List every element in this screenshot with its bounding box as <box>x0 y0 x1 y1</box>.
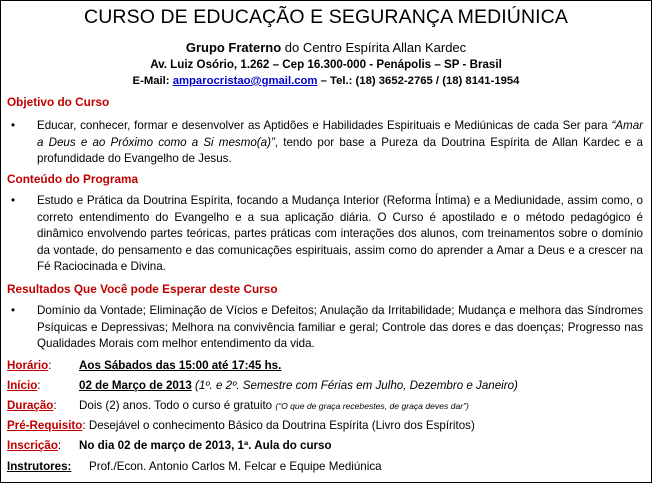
horario-label: Horário <box>7 359 49 372</box>
row-horario <box>7 358 645 373</box>
section-heading-resultados: Resultados Que Você pode Esperar deste Curso <box>7 282 278 296</box>
duracao-value-wrap <box>79 398 469 413</box>
row-inscricao <box>7 438 645 453</box>
horario-value: Aos Sábados das 15:00 até 17:45 hs. <box>79 359 282 372</box>
inscricao-colon: : <box>57 439 62 452</box>
inicio-label: Início <box>7 379 38 392</box>
duracao-colon: : <box>53 399 57 412</box>
phones: – Tel.: (18) 3652-2765 / (18) 8141-1954 <box>317 75 520 87</box>
organization-name <box>1 40 651 56</box>
inicio-colon: : <box>37 379 41 392</box>
email-link[interactable]: amparocristao@gmail.com <box>172 75 318 87</box>
row-instrutores <box>7 459 645 474</box>
bullet: • <box>11 194 16 207</box>
duracao-note: (“O que de graça recebestes, de graça deves dar”) <box>275 401 469 411</box>
prereq-label: Pré-Requisito <box>7 419 83 432</box>
row-prerequisito <box>7 418 645 433</box>
address: Av. Luiz Osório, 1.262 – Cep 16.300-000 - Penápolis – SP - Brasil <box>150 58 502 71</box>
section-heading-conteudo: Conteúdo do Programa <box>7 172 139 186</box>
duracao-label: Duração <box>7 399 54 412</box>
inicio-value: 02 de Março de 2013 <box>79 379 192 392</box>
bullet: • <box>11 304 16 317</box>
objetivo-quote: “Amar a Deus e ao Próximo como a Si mesmo(a)” <box>37 119 643 149</box>
duracao-value: Dois (2) anos. Todo o curso é gratuito <box>79 399 276 412</box>
contact-line <box>1 74 651 89</box>
inicio-value-wrap <box>79 378 518 393</box>
row-inicio <box>7 378 645 393</box>
instrutores-label: Instrutores: <box>7 460 72 473</box>
instrutores-value: Prof./Econ. Antonio Carlos M. Felcar e Equipe Mediúnica <box>89 460 382 473</box>
horario-colon: : <box>48 359 52 372</box>
section-heading-objetivo: Objetivo do Curso <box>7 95 110 109</box>
email-label: E-Mail: <box>132 75 173 87</box>
inicio-note: (1º. e 2º. Semestre com Férias em Julho, Dezembro e Janeiro) <box>191 379 518 392</box>
conteudo-text: Estudo e Prática da Doutrina Espírita, focando a Mudança Interior (Reforma Íntima) e a Mediunidade, assim como, o correto entendimento do Evangelho e a sua aplicação diária. O Curso é apostilado e o método pedagógico é dinâmico envolvendo partes teóricas, partes práticas com interações dos alunos, com treinamentos sobre o domínio da vontade, do pensamento e das comunicações espirituais, assim como do aprender a Amar a Deus e a crescer na Fé Raciocinada e Divina. <box>37 194 643 274</box>
objetivo-text-pre: Educar, conhecer, formar e desenvolver as Aptidões e Habilidades Espirituais e Mediúnicas de cada Ser para <box>37 119 612 132</box>
objetivo-text <box>37 118 643 168</box>
organization-name-bold: Grupo Fraterno <box>185 40 282 55</box>
resultados-text: Domínio da Vontade; Eliminação de Vícios e Defeitos; Anulação da Irritabilidade; Mudança e melhora das Síndromes Psíquicas e Depressivas; Melhora na convivência familiar e geral; Controle das dores e das doenças; Progresso nas Qualidades Morais com melhor entendimento da vida. <box>37 304 643 351</box>
organization-name-rest: do Centro Espírita Allan Kardec <box>281 40 467 55</box>
prereq-value: : Desejável o conhecimento Básico da Doutrina Espírita (Livro dos Espíritos) <box>82 419 475 432</box>
bullet: • <box>11 119 16 132</box>
inscricao-label: Inscrição <box>7 439 58 452</box>
objetivo-text-post: , tendo por base a Pureza da Doutrina Espírita de Allan Kardec e a profundidade do Evangelho de Jesus. <box>37 135 643 166</box>
page-title: CURSO DE EDUCAÇÃO E SEGURANÇA MEDIÚNICA <box>84 6 568 28</box>
inscricao-value: No dia 02 de março de 2013, 1ª. Aula do curso <box>79 439 332 452</box>
row-duracao <box>7 398 645 413</box>
